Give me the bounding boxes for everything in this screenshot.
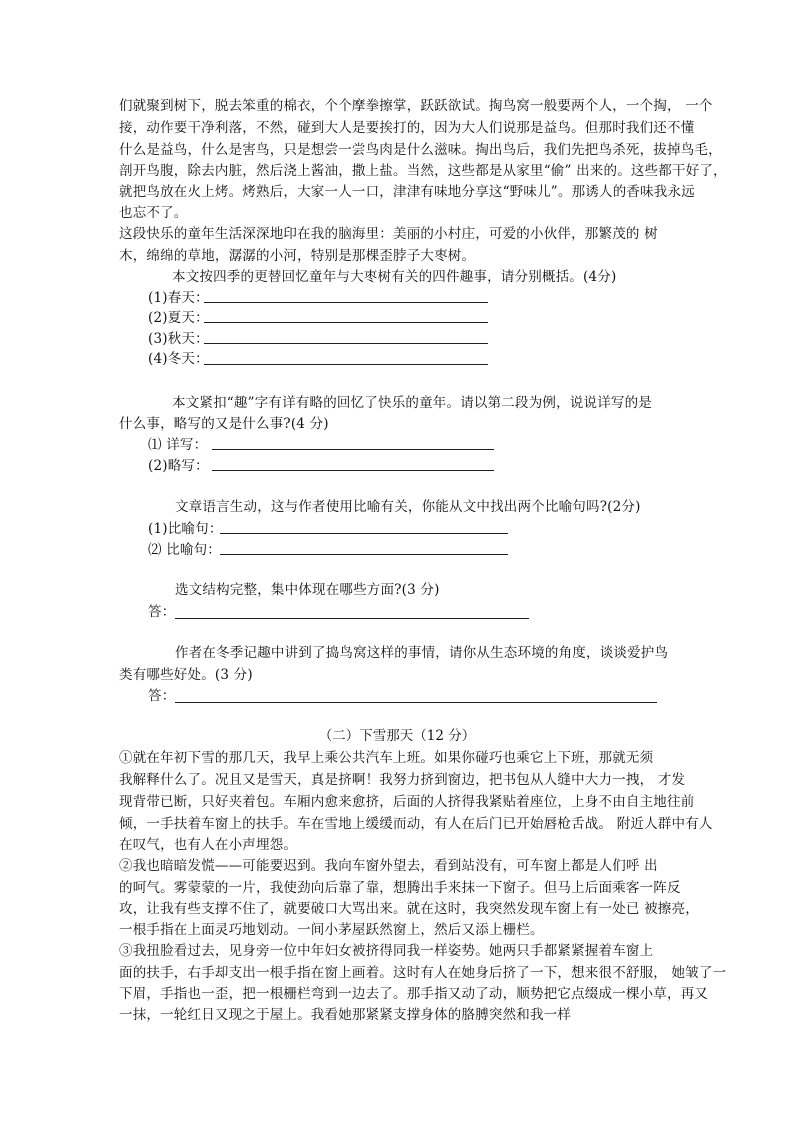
answer-line-metaphor-1[interactable] [220,533,508,534]
passage-line: 什么是益鸟，什么是害鸟，只是想尝一尝鸟肉是什么滋味。掏出鸟后，我们先把鸟杀死，拔掉鸟毛， [119,142,722,158]
passage-line: 一根手指在上面灵巧地划动。一间小茅屋跃然窗上，然后又添上栅栏。 [119,922,544,938]
passage-line: 的呵气。雾蒙蒙的一片，我使劲向后靠了靠，想腾出手来抹一下窗子。但马上后面乘客一阵反 [119,880,681,896]
passage-line: 倾，一手扶着车窗上的扶手。车在雪地上缓缓而动，有人在后门已开始唇枪舌战。 附近人群中有人 [119,816,713,832]
question-4-answer-label: 答： [148,604,176,620]
passage-line: ②我也暗暗发慌——可能要迟到。我向车窗外望去，看到站没有，可车窗上都是人们呼 出 [119,858,658,874]
passage-line: 下眉，手指也一歪，把一根栅栏弯到一边去了。那手指又动了动，顺势把它点缀成一棵小草，再又 [119,986,709,1002]
question-4-prompt: 选文结构完整，集中体现在哪些方面?(3 分) [175,582,440,598]
answer-line-birds[interactable] [175,702,657,703]
question-1-item-label: (2)夏天： [148,310,209,326]
question-1-prompt: 本文按四季的更替回忆童年与大枣树有关的四件趣事，请分别概括。(4分) [172,269,617,285]
passage-line: 在叹气，也有人在小声埋怨。 [119,837,298,853]
passage-line: 我解释什么了。况且又是雪天，真是挤啊！我努力挤到窗边，把书包从人缝中大力一拽， 才发 [119,772,686,788]
passage-line: 攻，让我有些支撑不住了，就要破口大骂出来。就在这时，我突然发现车窗上有一处已 被擦亮， [119,901,699,917]
answer-line-brief[interactable] [212,470,494,471]
answer-line-summer[interactable] [204,322,488,323]
question-5-prompt: 类有哪些好处。(3 分) [119,667,253,683]
question-5-prompt: 作者在冬季记趣中讲到了捣鸟窝这样的事情，请你从生态环境的角度，谈谈爱护鸟 [175,645,669,661]
question-1-item-label: (4)冬天： [148,351,209,367]
question-2-item-label: (2)略写： [148,458,209,474]
passage-line: 这段快乐的童年生活深深地印在我的脑海里：美丽的小村庄，可爱的小伙伴，那繁茂的 树 [119,226,658,242]
passage-line: 木，绵绵的草地，潺潺的小河，特别是那棵歪脖子大枣树。 [119,248,476,264]
answer-line-structure[interactable] [175,618,529,619]
passage-line: 面的扶手，右手却支出一根手指在窗上画着。这时有人在她身后挤了一下，想来很不舒服， 她皱了一 [119,965,727,981]
answer-line-autumn[interactable] [204,343,488,344]
passage-line: 现背带已断，只好夹着包。车厢内愈来愈挤，后面的人挤得我紧贴着座位，上身不由自主地往前 [119,794,695,810]
question-2-prompt: 本文紧扣“趣”字有详有略的回忆了快乐的童年。请以第二段为例，说说详写的是 [172,395,653,411]
question-2-prompt: 什么事，略写的又是什么事?(4 分) [119,416,329,432]
passage-line: 就把鸟放在火上烤。烤熟后，大家一人一口，津津有味地分享这“野味儿”。那诱人的香味我永远 [119,184,695,200]
passage-line: 一抹，一轮红日又现之于屋上。我看她那紧紧支撑身体的胳膊突然和我一样 [119,1007,572,1023]
question-3-item-label: ⑵ 比喻句： [148,542,221,558]
question-3-item-label: (1)比喻句： [148,521,223,537]
passage-line: 接，动作要干净利落，不然，碰到大人是要挨打的，因为大人们说那是益鸟。但那时我们还不懂 [119,120,695,136]
answer-line-spring[interactable] [204,302,488,303]
section-two-title: （二）下雪那天（12 分） [318,728,476,744]
passage-line: ①就在年初下雪的那几天，我早上乘公共汽车上班。如果你碰巧也乘它上下班，那就无须 [119,750,654,766]
passage-line: 们就聚到树下，脱去笨重的棉衣，个个摩拳擦掌，跃跃欲试。掏鸟窝一般要两个人，一个掏， 一个 [119,98,713,114]
question-3-prompt: 文章语言生动，这与作者使用比喻有关，你能从文中找出两个比喻句吗?(2分) [175,499,641,515]
passage-line: ③我扭脸看过去，见身旁一位中年妇女被挤得同我一样姿势。她两只手都紧紧握着车窗上 [119,943,654,959]
answer-line-metaphor-2[interactable] [220,554,508,555]
answer-line-winter[interactable] [204,364,488,365]
question-2-item-label: ⑴ 详写： [148,437,208,453]
question-5-answer-label: 答： [148,688,176,704]
passage-line: 也忘不了。 [119,205,188,221]
question-1-item-label: (3)秋天： [148,331,209,347]
answer-line-detailed[interactable] [212,449,494,450]
question-1-item-label: (1)春天： [148,290,209,306]
passage-line: 剖开鸟腹，除去内脏，然后浇上酱油，撒上盐。当然，这些都是从家里“偷” 出来的。这些都干好了， [119,163,727,179]
